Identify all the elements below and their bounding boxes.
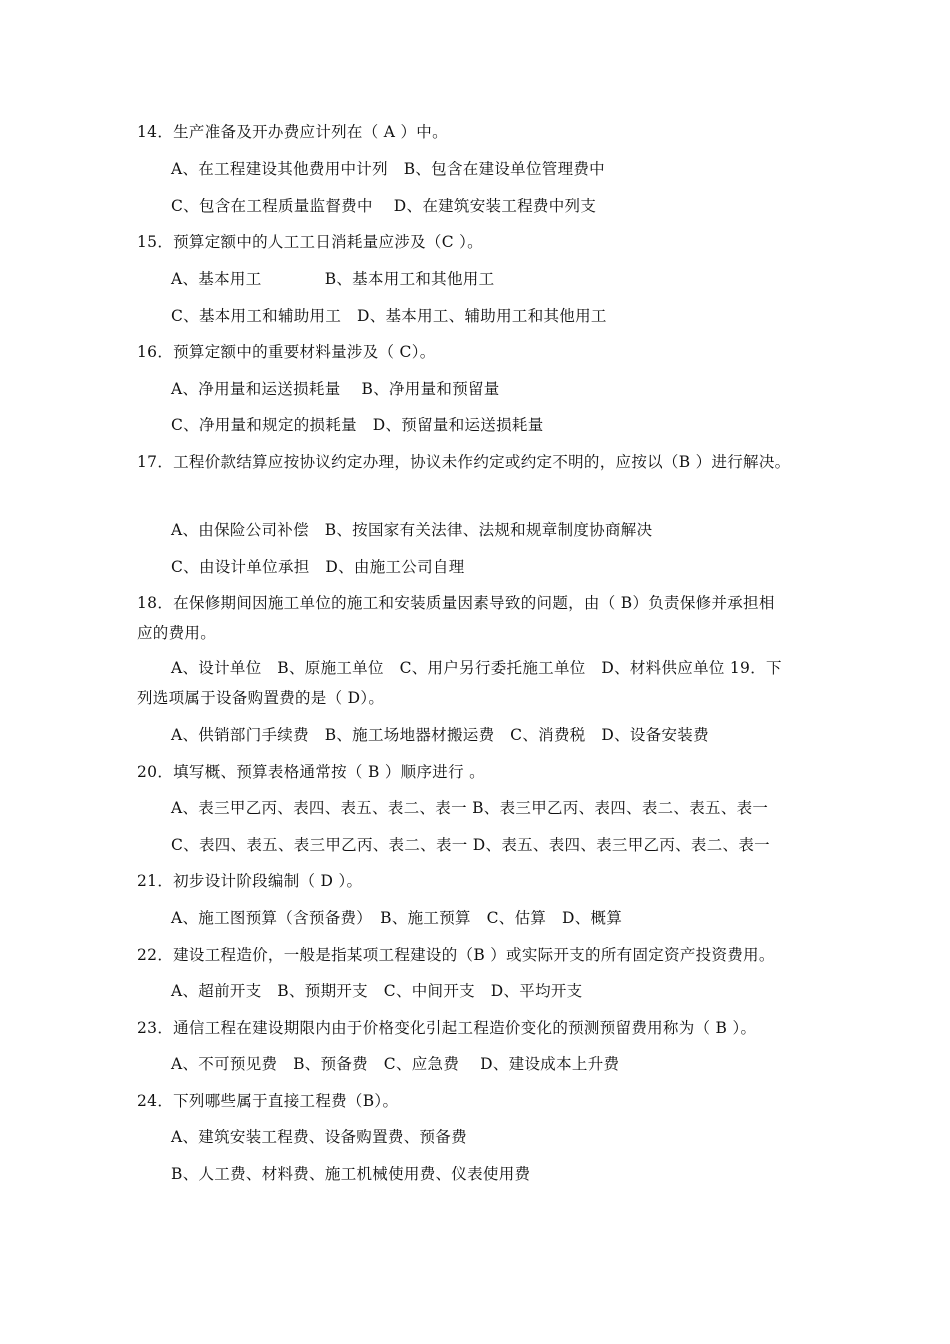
question-18-options: A、设计单位 B、原施工单位 C、用户另行委托施工单位 D、材料供应单位 19．下 xyxy=(171,659,782,677)
question-16-options-cd: C、净用量和规定的损耗量 D、预留量和运送损耗量 xyxy=(171,416,544,434)
question-22-options: A、超前开支 B、预期开支 C、中间开支 D、平均开支 xyxy=(171,982,583,1000)
question-18: 18．在保修期间因施工单位的施工和安装质量因素导致的问题，由（ B）负责保修并承担相 xyxy=(137,594,775,612)
question-19: 列选项属于设备购置费的是（ D）。 xyxy=(137,689,385,707)
question-22: 22．建设工程造价，一般是指某项工程建设的（B ）或实际开支的所有固定资产投资费用。 xyxy=(137,946,775,964)
question-24-option-a: A、建筑安装工程费、设备购置费、预备费 xyxy=(171,1128,467,1146)
question-24: 24．下列哪些属于直接工程费（B）。 xyxy=(137,1092,399,1110)
question-17-options-cd: C、由设计单位承担 D、由施工公司自理 xyxy=(171,558,465,576)
question-20-options-ab: A、表三甲乙丙、表四、表五、表二、表一 B、表三甲乙丙、表四、表二、表五、表一 xyxy=(171,799,769,817)
question-20-options-cd: C、表四、表五、表三甲乙丙、表二、表一 D、表五、表四、表三甲乙丙、表二、表一 xyxy=(171,836,770,854)
question-15-options-cd: C、基本用工和辅助用工 D、基本用工、辅助用工和其他用工 xyxy=(171,307,607,325)
question-20: 20．填写概、预算表格通常按（ B ）顺序进行 。 xyxy=(137,763,485,781)
question-19-options: A、供销部门手续费 B、施工场地器材搬运费 C、消费税 D、设备安装费 xyxy=(171,726,709,744)
question-18-continued: 应的费用。 xyxy=(137,624,217,642)
question-23: 23．通信工程在建设期限内由于价格变化引起工程造价变化的预测预留费用称为（ B ）。 xyxy=(137,1019,757,1037)
question-14: 14．生产准备及开办费应计列在（ A ）中。 xyxy=(137,123,448,141)
question-15-options-ab: A、基本用工 B、基本用工和其他用工 xyxy=(171,270,495,288)
question-24-option-b: B、人工费、材料费、施工机械使用费、仪表使用费 xyxy=(171,1165,531,1183)
question-14-options-cd: C、包含在工程质量监督费中 D、在建筑安装工程费中列支 xyxy=(171,197,597,215)
question-21: 21．初步设计阶段编制（ D ）。 xyxy=(137,872,363,890)
question-17-options-ab: A、由保险公司补偿 B、按国家有关法律、法规和规章制度协商解决 xyxy=(171,521,653,539)
question-14-options-ab: A、在工程建设其他费用中计列 B、包含在建设单位管理费中 xyxy=(171,160,605,178)
question-15: 15．预算定额中的人工工日消耗量应涉及（C ）。 xyxy=(137,233,483,251)
question-16: 16．预算定额中的重要材料量涉及（ C）。 xyxy=(137,343,436,361)
question-23-options: A、不可预见费 B、预备费 C、应急费 D、建设成本上升费 xyxy=(171,1055,620,1073)
question-16-options-ab: A、净用量和运送损耗量 B、净用量和预留量 xyxy=(171,380,500,398)
question-17: 17．工程价款结算应按协议约定办理，协议未作约定或约定不明的，应按以（B ）进行解决。 xyxy=(137,453,791,471)
question-21-options: A、施工图预算（含预备费） B、施工预算 C、估算 D、概算 xyxy=(171,909,623,927)
